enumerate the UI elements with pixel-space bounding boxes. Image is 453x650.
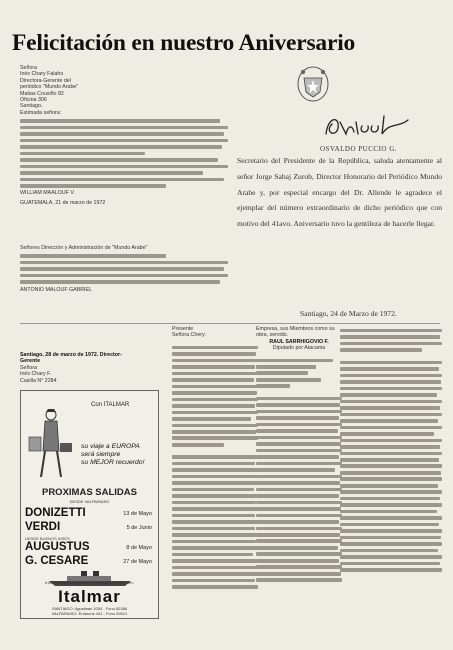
col1-ref: Casilla N° 2284 xyxy=(20,377,57,384)
letter-date: GUATEMALA, 21 de marzo de 1972 xyxy=(20,199,106,206)
ad-tagline xyxy=(81,443,144,467)
ship-name: G. CESARE xyxy=(25,555,89,567)
letter-address xyxy=(20,65,228,116)
col3-header: Empresa, sus Miembros como su obra, servido. xyxy=(256,326,335,339)
tagline-line: su viaje a EUROPA xyxy=(81,443,140,450)
address-line: Oficina 306 xyxy=(20,97,47,104)
letter2-heading: Señores Dirección y Administración de "Mundo Arabe" xyxy=(20,245,148,251)
letter-body xyxy=(20,119,228,187)
col2-letter xyxy=(172,326,258,621)
chile-seal-icon xyxy=(295,64,331,104)
col1-addressee: Señora xyxy=(20,364,38,371)
ad-footer-santiago: SANTIAGO: Agustinas 1054 - Fono 82386 xyxy=(51,606,128,611)
traveler-illustration-icon xyxy=(27,407,77,483)
col3-letter xyxy=(256,326,342,621)
signer-name: OSVALDO PUCCIO G. xyxy=(320,145,398,153)
address-line: Matias Cousiño 82 xyxy=(20,90,64,97)
address-line: Estimada señora: xyxy=(20,109,62,116)
ship-date: 8 de Mayo xyxy=(126,545,152,551)
ship-date: 5 de Junio xyxy=(126,525,152,531)
letter2-signer: ANTONIO MALOUF GABRIEL xyxy=(20,286,93,293)
col4-letter xyxy=(340,326,442,621)
ship-name: VERDI xyxy=(25,521,61,533)
address-line: Directora-Gerente del xyxy=(20,77,71,84)
address-line: periódico "Mundo Arabe" xyxy=(20,84,79,91)
tagline-line: será siempre xyxy=(81,451,121,458)
col1-date: Santiago, 28 de marzo de 1972. Director-Gerente xyxy=(20,352,122,365)
ad-subheading: DESDE VALPARAISO xyxy=(69,499,110,504)
tagline-line: su MEJOR recuerdo! xyxy=(81,459,145,466)
handwritten-signature xyxy=(318,112,438,140)
ad-via: DESDE BUENOS AIRES xyxy=(25,536,70,541)
left-letter-2 xyxy=(20,245,228,315)
ad-heading: PROXIMAS SALIDAS xyxy=(41,487,137,498)
col1-letter-header xyxy=(20,352,122,388)
col2-name: Señora Chery: xyxy=(172,332,207,339)
ad-footer-note: Infórmese en su Agencia de Viajes preferida o en: xyxy=(45,580,134,585)
ship-date: 27 de Mayo xyxy=(123,559,152,565)
address-line: Señora xyxy=(20,65,38,71)
italmar-advertisement xyxy=(20,390,159,619)
ship-date: 13 de Mayo xyxy=(123,511,152,517)
ad-brand-line: Con ITALMAR xyxy=(91,402,130,408)
secretary-note: Secretario del Presidente de la República, saluda atentamente al señor Jorge Sabaj Zurob, Director Honorario del Periódico Mundo Arabe y, por especial encargo del Dr. Allende le agradece el ejemplar del número extraordinario de dicho periódico que con motivo del 41avo. Aniversario tuvo la gentileza de hacerle llegar. xyxy=(237,156,442,229)
ad-footer-valparaiso: VALPARAISO: Errázuriz 441 - Fono 59021 xyxy=(51,611,128,616)
col2-addressee: Presente xyxy=(172,326,194,332)
address-line: Inés Chary Falaho xyxy=(20,71,64,78)
col1-name: Inés Chary F. xyxy=(20,371,52,378)
letter-signer: WILLIAM MAALOUF V. xyxy=(20,190,75,197)
col3-role: Diputado por Atacama xyxy=(272,345,326,352)
ship-name: AUGUSTUS xyxy=(25,541,90,553)
left-letter xyxy=(20,65,228,230)
ship-name: DONIZETTI xyxy=(25,507,86,519)
italmar-logo: Italmar xyxy=(58,587,121,606)
note-date: Santiago, 24 de Marzo de 1972. xyxy=(300,309,397,318)
section-divider xyxy=(20,323,440,324)
col3-signer: RAUL SARRHIGOVIO F. xyxy=(269,338,329,345)
address-line: Santiago. xyxy=(20,103,43,110)
page-title: Felicitación en nuestro Aniversario xyxy=(12,30,356,56)
